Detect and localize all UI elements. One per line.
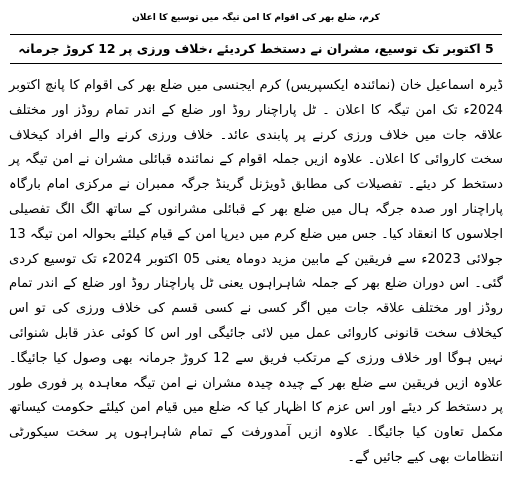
headline-main: کرم، ضلع بھر کی اقوام کا امن تیگہ میں توسیع کا اعلان [132, 13, 380, 23]
article-body: ڈیرہ اسماعیل خان (نمائندہ ایکسپریس) کرم ایجنسی میں ضلع بھر کی اقوام کا پانچ اکتوبر 2024ء تک امن تیگہ کا اعلان ۔ ٹل پاراچنار روڈ اور ضلع کے اندر تمام روڈز اور مختلف علاقہ جات میں خلاف ورزی کرنے پر پابندی عائد۔ خلاف ورزی کرنے والے افراد کیخلاف سخت کاروائی کا اعلان۔ علاوہ ازیں جملہ اقوام کے نمائندہ قبائلی مشران نے امن تیگہ پر دستخط کر دیئے۔ تفصیلات کی مطابق ڈویژنل گرینڈ جرگہ ممبران نے مرکزی امام بارگاہ پاراچنار اور صدہ جرگہ ہال میں ضلع بھر کے قبائلی مشرانوں کے ساتھ الگ الگ تفصیلی اجلاسوں کا انعقاد کیا۔ جس میں ضلع کرم میں دیرپا امن کے قیام کیلئے بحوالہ امن تیگہ 13 جولائی 2023ء سے فریقین کے مابین مزید دوماہ یعنی 05 اکتوبر 2024ء تک توسیع کردی گئی۔ اس دوران ضلع بھر کے جملہ شاہراہوں یعنی ٹل پاراچنار روڈ اور ضلع کے اندر تمام روڈز اور مختلف علاقہ جات میں اگر کسی نے کسی قسم کی خلاف ورزی کی تو اس کیخلاف سخت قانونی کاروائی عمل میں لائی جائیگی اور اس کا کوئی عذر قابل شنوائی نہیں ہوگا اور خلاف ورزی کے مرتکب فریق سے 12 کروڑ جرمانہ بھی وصول کیا جائیگا۔ علاوہ ازیں فریقین سے ضلع بھر کے چیدہ چیدہ مشران نے امن تیگہ معاہدہ پر فوری طور پر دستخط کر دیئے اور اس عزم کا اظہار کیا کہ ضلع میں قیام امن کیلئے حکومت کیساتھ مکمل تعاون کیا جائیگا۔ علاوہ ازیں آمدورفت کے تمام شاہراہوں پر سخت سیکورٹی انتظامات بھی کیے جائیں گے۔ [9, 78, 504, 465]
headline-box [10, 34, 502, 64]
headline-sub: 5 اکتوبر تک توسیع، مشران نے دستخط کردیئے ،خلاف ورزی پر 12 کروڑ جرمانہ [18, 41, 494, 56]
